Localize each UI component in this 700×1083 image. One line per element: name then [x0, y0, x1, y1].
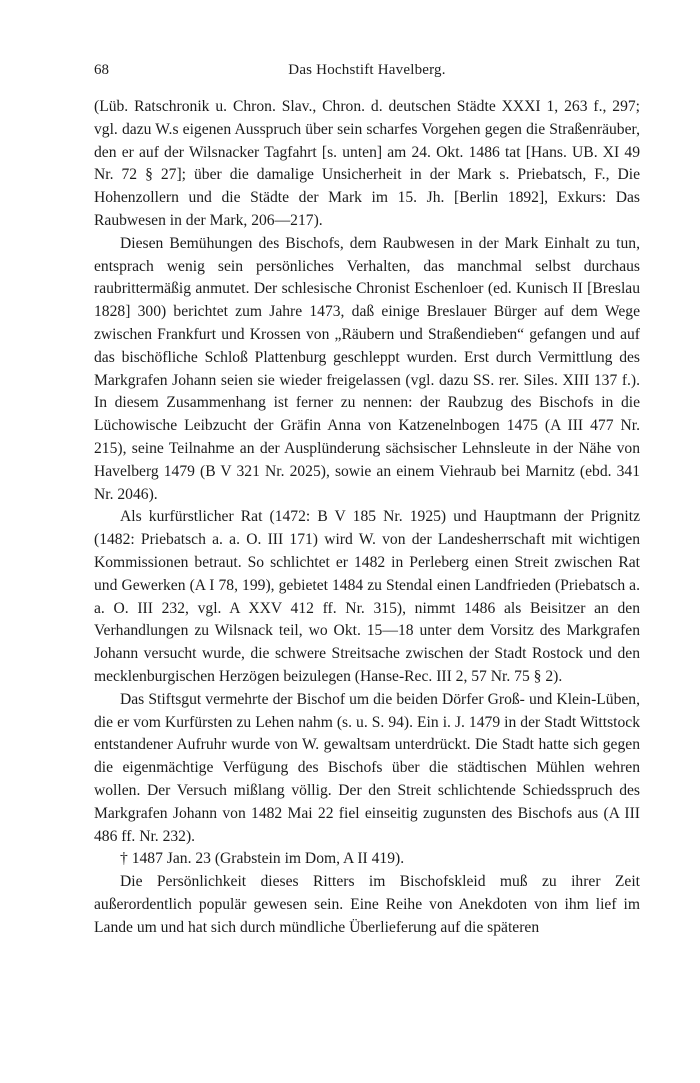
page-header	[94, 62, 640, 84]
paragraph-raubwesen: Diesen Bemühungen des Bischofs, dem Raubwesen in der Mark Einhalt zu tun, entsprach wenig sein persönliches Verhalten, das manchmal selbst durchaus raubrittermäßig anmutet. Der schlesische Chronist Eschenloer (ed. Kunisch II [Breslau 1828] 300) berichtet zum Jahre 1473, daß einige Breslauer Bürger auf dem Wege zwischen Frankfurt und Krossen von „Räubern und Straßendieben“ gefangen und auf das bischöfliche Schloß Plattenburg geschleppt wurden. Erst durch Vermittlung des Markgrafen Johann seien sie wieder freigelassen (vgl. dazu SS. rer. Siles. XIII 137 f.). In diesem Zusammenhang ist ferner zu nennen: der Raubzug des Bischofs in die Lüchowische Leibzucht der Gräfin Anna von Katzenelnbogen 1475 (A III 477 Nr. 215), seine Teilnahme an der Ausplünderung sächsischer Lehnsleute in der Nähe von Havelberg 1479 (B V 321 Nr. 2025), sowie an einem Viehraub bei Marnitz (ebd. 341 Nr. 2046).	[94, 234, 640, 503]
paragraph-citation: (Lüb. Ratschronik u. Chron. Slav., Chron. d. deutschen Städte XXXI 1, 263 f., 297; vgl. dazu W.s eigenen Ausspruch über sein scharfes Vorgehen gegen die Straßenräuber, den er auf der Wilsnacker Tagfahrt [s. unten] am 24. Okt. 1486 tat [Hans. UB. XI 49 Nr. 72 § 27]; über die damalige Unsicherheit in der Mark s. Priebatsch, F., Die Hohenzollern und die Städte der Mark im 15. Jh. [Berlin 1892], Exkurs: Das Raubwesen in der Mark, 206—217).	[94, 98, 640, 229]
running-title: Das Hochstift Havelberg.	[288, 62, 446, 78]
paragraph-death-date: † 1487 Jan. 23 (Grabstein im Dom, A II 419).	[120, 850, 405, 868]
paragraph-kurfuerstlicher-rat: Als kurfürstlicher Rat (1472: B V 185 Nr. 1925) und Hauptmann der Prignitz (1482: Priebatsch a. a. O. III 171) wird W. von der Landesherrschaft mit wichtigen Kommissionen betraut. So schlichtet er 1482 in Perleberg einen Streit zwischen Rat und Gewerken (A I 78, 199), gebietet 1484 zu Stendal einen Landfrieden (Priebatsch a. a. O. III 232, vgl. A XXV 412 ff. Nr. 315), nimmt 1486 als Beisitzer an den Verhandlungen zu Wilsnack teil, wo Okt. 15—18 unter dem Vorsitz des Markgrafen Johann versucht wurde, die schwere Streitsache zwischen der Stadt Rostock und den mecklenburgischen Herzögen beizulegen (Hanse-Rec. III 2, 57 Nr. 75 § 2).	[94, 508, 640, 685]
body-text	[94, 96, 640, 939]
paragraph-persoenlichkeit: Die Persönlichkeit dieses Ritters im Bischofskleid muß zu ihrer Zeit außerordentlich populär gewesen sein. Eine Reihe von Anekdoten von ihm lief im Lande um und hat sich durch mündliche Überlieferung auf die späteren	[94, 873, 640, 936]
page-number: 68	[94, 62, 109, 78]
paragraph-stiftsgut: Das Stiftsgut vermehrte der Bischof um die beiden Dörfer Groß- und Klein-Lüben, die er vom Kurfürsten zu Lehen nahm (s. u. S. 94). Ein i. J. 1479 in der Stadt Wittstock entstandener Aufruhr wurde von W. gewaltsam unterdrückt. Die Stadt hatte sich gegen die eigenmächtige Verfügung des Bischofs über die städtischen Mühlen wehren wollen. Der Versuch mißlang völlig. Der den Streit schlichtende Schiedsspruch des Markgrafen Johann von 1482 Mai 22 fiel einseitig zugunsten des Bischofs aus (A III 486 ff. Nr. 232).	[94, 690, 640, 845]
